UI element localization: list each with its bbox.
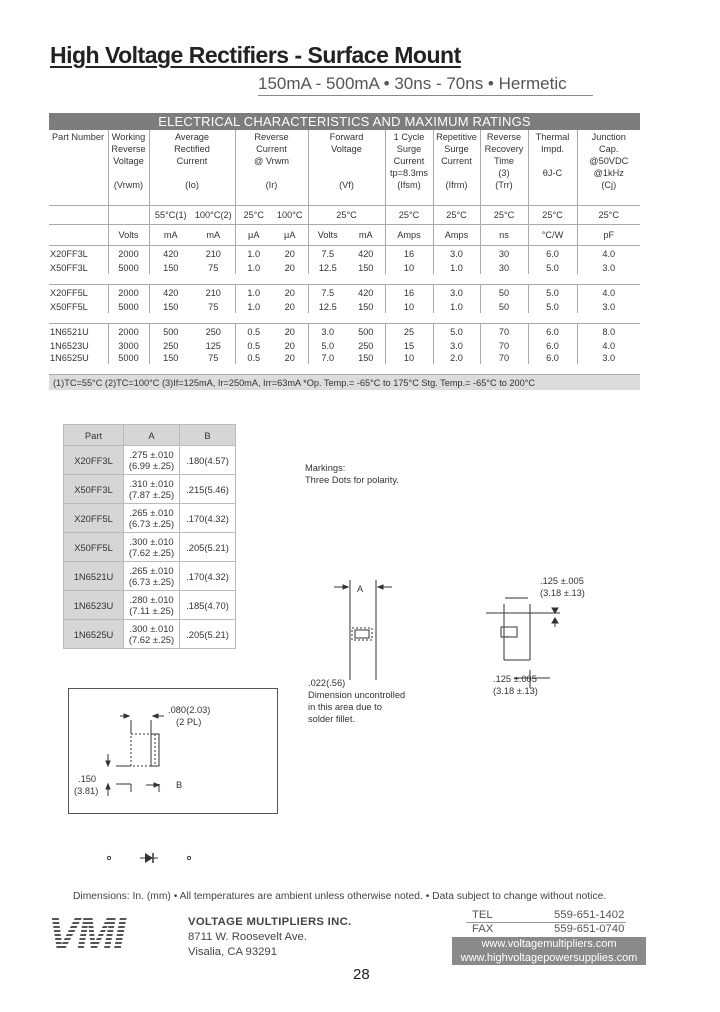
polarity-dot: · xyxy=(506,633,509,640)
header-trr: Reverse Recovery Time (3) (Trr) xyxy=(480,130,528,206)
value-cell: 3.0 xyxy=(577,262,640,274)
unit-cell: mA xyxy=(192,225,235,246)
value-cell: 420 xyxy=(149,246,192,263)
unit-cell: mA xyxy=(149,225,192,246)
header-thermal: Thermal Impd. θJ-C xyxy=(528,130,577,206)
value-cell: 2000 xyxy=(108,285,149,302)
vmi-logo xyxy=(46,910,178,954)
tel-number: 559-651-1402 xyxy=(554,909,625,921)
value-cell: 50 xyxy=(480,301,528,313)
condition-cell: 25°C xyxy=(528,206,577,225)
dim-125-bottom-mm: (3.18 ±.13) xyxy=(493,686,538,696)
table-header-row xyxy=(49,130,640,206)
dim-part-cell: X50FF5L xyxy=(64,533,124,562)
table-row xyxy=(49,285,640,302)
unit-cell: μA xyxy=(272,225,308,246)
dim-a-cell: .300 ±.010 (7.62 ±.25) xyxy=(124,620,180,649)
pad-150-mm: (3.81) xyxy=(74,786,99,796)
value-cell: 420 xyxy=(347,246,385,263)
value-cell: 3.0 xyxy=(433,285,480,302)
dim-a-cell: .265 ±.010 (6.73 ±.25) xyxy=(124,562,180,591)
value-cell: 1.0 xyxy=(235,301,272,313)
value-cell: 1.0 xyxy=(433,301,480,313)
condition-cell: 25°C xyxy=(385,206,433,225)
side-view xyxy=(334,580,392,680)
value-cell: 150 xyxy=(358,263,374,273)
dim-header-a: A xyxy=(124,425,180,446)
value-cell: 5.0 xyxy=(308,340,347,352)
value-cell: 7.5 xyxy=(308,285,347,302)
table-row xyxy=(49,246,640,263)
value-cell: 75 xyxy=(208,263,219,273)
footer-note: Dimensions: In. (mm) • All temperatures are ambient unless otherwise noted. • Data subject to change without notice. xyxy=(73,891,607,902)
dim-header-b: B xyxy=(180,425,236,446)
dim-b-cell: .205(5.21) xyxy=(180,620,236,649)
subtitle-rule xyxy=(258,95,593,96)
value-cell: 250 xyxy=(192,324,235,341)
value-cell: 10 xyxy=(385,262,433,274)
value-cell: 75 xyxy=(208,353,219,363)
dim-a-cell: .310 ±.010 (7.87 ±.25) xyxy=(124,475,180,504)
pad-150: .150 xyxy=(78,774,97,784)
dimension-row xyxy=(64,591,236,620)
unit-cell: Amps xyxy=(433,225,480,246)
value-cell: 3.0 xyxy=(433,246,480,263)
value-cell: 10 xyxy=(385,352,433,364)
unit-cell: Volts xyxy=(108,225,149,246)
table-row xyxy=(49,352,640,364)
dim-part-cell: X20FF3L xyxy=(64,446,124,475)
unit-cell: μA xyxy=(235,225,272,246)
value-cell: 3.0 xyxy=(577,352,640,364)
value-cell: 5.0 xyxy=(528,285,577,302)
label-a: A xyxy=(357,584,364,594)
table-footnote: (1)TC=55°C (2)TC=100°C (3)If=125mA, Ir=250mA, Irr=63mA *Op. Temp.= -65°C to 175°C Stg. Temp.= -65°C to 200°C xyxy=(49,375,640,391)
value-cell: 4.0 xyxy=(577,246,640,263)
dimension-table xyxy=(63,424,236,649)
value-cell: 20 xyxy=(284,302,295,312)
address-line-2: Visalia, CA 93291 xyxy=(188,946,277,958)
unit-cell: Amps xyxy=(385,225,433,246)
value-cell: 0.5 xyxy=(235,324,272,341)
dim-022: .022(.56) xyxy=(308,678,346,688)
address-line-1: 8711 W. Roosevelt Ave. xyxy=(188,931,307,943)
unit-cell: ns xyxy=(480,225,528,246)
value-cell: 2000 xyxy=(108,246,149,263)
dim-125-top: .125 ±.005 xyxy=(540,576,584,586)
dim-part-cell: 1N6523U xyxy=(64,591,124,620)
unit-cell: mA xyxy=(347,225,385,246)
value-cell: 7.0 xyxy=(308,352,347,364)
part-number-cell: 1N6525U xyxy=(50,353,89,363)
value-cell: 20 xyxy=(284,341,295,351)
tel-label: TEL xyxy=(472,909,493,921)
value-cell: 1.0 xyxy=(433,262,480,274)
solder-note-2: in this area due to xyxy=(308,702,382,712)
condition-cell: 25°C xyxy=(308,206,385,225)
dimension-row xyxy=(64,562,236,591)
value-cell: 5.0 xyxy=(528,262,577,274)
value-cell: 16 xyxy=(385,285,433,302)
unit-cell: °C/W xyxy=(528,225,577,246)
value-cell: 75 xyxy=(208,302,219,312)
dim-b-cell: .185(4.70) xyxy=(180,591,236,620)
value-cell: 5.0 xyxy=(433,324,480,341)
value-cell: 1.0 xyxy=(235,246,272,263)
value-cell: 420 xyxy=(149,285,192,302)
header-cj: Junction Cap. @50VDC @1kHz (Cj) xyxy=(577,130,640,206)
value-cell: 7.5 xyxy=(308,246,347,263)
fax-label: FAX xyxy=(472,923,494,935)
header-vrwm: Working Reverse Voltage (Vrwm) xyxy=(108,130,149,206)
value-cell: 16 xyxy=(385,246,433,263)
value-cell: 0.5 xyxy=(235,352,272,364)
pad-b-label: B xyxy=(176,780,183,790)
page-subtitle: 150mA - 500mA • 30ns - 70ns • Hermetic xyxy=(258,74,567,93)
header-vf: Forward Voltage (Vf) xyxy=(308,130,385,206)
units-row xyxy=(49,225,640,246)
condition-cell: 25°C xyxy=(577,206,640,225)
header-part-number: Part Number xyxy=(52,132,105,142)
header-ifrm: Repetitive Surge Current (Ifrm) xyxy=(433,130,480,206)
unit-cell: Volts xyxy=(308,225,347,246)
dim-header-part: Part xyxy=(64,425,124,446)
value-cell: 20 xyxy=(272,324,308,341)
value-cell: 5000 xyxy=(108,301,149,313)
unit-cell: pF xyxy=(577,225,640,246)
header-io: Average Rectified Current (Io) xyxy=(149,130,235,206)
dim-part-cell: 1N6521U xyxy=(64,562,124,591)
markings-text: Three Dots for polarity. xyxy=(305,475,399,485)
dim-a-cell: .300 ±.010 (7.62 ±.25) xyxy=(124,533,180,562)
dimension-row xyxy=(64,620,236,649)
dim-part-cell: 1N6525U xyxy=(64,620,124,649)
value-cell: 30 xyxy=(480,246,528,263)
value-cell: 150 xyxy=(149,301,192,313)
pad-dim-2pl: (2 PL) xyxy=(176,717,202,727)
dim-125-bottom: .125 ±.005 xyxy=(493,674,537,684)
value-cell: 4.0 xyxy=(577,340,640,352)
dimension-row xyxy=(64,504,236,533)
dimension-header-row xyxy=(64,425,236,446)
value-cell: 6.0 xyxy=(528,246,577,263)
dimension-row xyxy=(64,475,236,504)
solder-note-1: Dimension uncontrolled xyxy=(308,690,406,700)
value-cell: 210 xyxy=(192,246,235,263)
value-cell: 1.0 xyxy=(235,262,272,274)
condition-cell: 25°C xyxy=(433,206,480,225)
value-cell: 500 xyxy=(149,324,192,341)
condition-cell: 55°C(1) xyxy=(149,206,192,225)
value-cell: 150 xyxy=(149,262,192,274)
dim-a-cell: .275 ±.010 (6.99 ±.25) xyxy=(124,446,180,475)
dim-part-cell: X20FF5L xyxy=(64,504,124,533)
conditions-row xyxy=(49,206,640,225)
value-cell: 1.0 xyxy=(235,285,272,302)
value-cell: 70 xyxy=(480,324,528,341)
value-cell: 2.0 xyxy=(433,352,480,364)
logo-text: VMI xyxy=(48,910,124,954)
value-cell: 20 xyxy=(272,246,308,263)
value-cell: 0.5 xyxy=(235,340,272,352)
value-cell: 8.0 xyxy=(577,324,640,341)
fax-number: 559-651-0740 xyxy=(554,923,625,935)
part-number-cell: X50FF5L xyxy=(50,302,88,312)
value-cell: 150 xyxy=(149,352,192,364)
value-cell: 150 xyxy=(358,353,374,363)
electrical-characteristics-table xyxy=(49,113,640,390)
part-number-cell: 1N6523U xyxy=(50,341,89,351)
value-cell: 70 xyxy=(480,352,528,364)
value-cell: 6.0 xyxy=(528,352,577,364)
part-number-cell: X50FF3L xyxy=(50,263,88,273)
value-cell: 250 xyxy=(358,341,374,351)
value-cell: 6.0 xyxy=(528,340,577,352)
dim-b-cell: .170(4.32) xyxy=(180,504,236,533)
value-cell: 2000 xyxy=(108,324,149,341)
value-cell: 30 xyxy=(480,262,528,274)
dimension-row xyxy=(64,533,236,562)
page-title: High Voltage Rectifiers - Surface Mount xyxy=(50,42,461,68)
value-cell: 3.0 xyxy=(308,324,347,341)
dim-b-cell: .170(4.32) xyxy=(180,562,236,591)
polarity-symbol xyxy=(100,850,200,866)
website-link-2[interactable]: www.highvoltagepowersupplies.com xyxy=(452,951,646,965)
pad-dim: .080(2.03) xyxy=(168,705,211,715)
table-row xyxy=(49,324,640,341)
header-ifsm: 1 Cycle Surge Current tp=8.3ms (Ifsm) xyxy=(385,130,433,206)
dim-a-cell: .265 ±.010 (6.73 ±.25) xyxy=(124,504,180,533)
part-number-cell: X20FF5L xyxy=(49,285,108,302)
dot-marking: · xyxy=(360,635,363,642)
value-cell: 150 xyxy=(358,302,374,312)
dim-b-cell: .180(4.57) xyxy=(180,446,236,475)
solder-note-3: solder fillet. xyxy=(308,714,356,724)
value-cell: 20 xyxy=(284,263,295,273)
value-cell: 20 xyxy=(272,285,308,302)
value-cell: 5000 xyxy=(108,262,149,274)
value-cell: 250 xyxy=(149,340,192,352)
part-number-cell: 1N6521U xyxy=(49,324,108,341)
value-cell: 500 xyxy=(347,324,385,341)
value-cell: 15 xyxy=(385,340,433,352)
condition-cell: 100°C(2) xyxy=(192,206,235,225)
condition-cell: 25°C xyxy=(235,206,272,225)
value-cell: 6.0 xyxy=(528,324,577,341)
table-row xyxy=(49,262,640,274)
value-cell: 10 xyxy=(385,301,433,313)
value-cell: 420 xyxy=(347,285,385,302)
value-cell: 5000 xyxy=(108,352,149,364)
dimension-row xyxy=(64,446,236,475)
value-cell: 50 xyxy=(480,285,528,302)
page-number: 28 xyxy=(353,966,370,983)
dim-a-cell: .280 ±.010 (7.11 ±.25) xyxy=(124,591,180,620)
value-cell: 12.5 xyxy=(308,262,347,274)
table-row xyxy=(49,301,640,313)
dim-b-cell: .215(5.46) xyxy=(180,475,236,504)
website-link-1[interactable]: www.voltagemultipliers.com xyxy=(452,937,646,951)
value-cell: 5.0 xyxy=(528,301,577,313)
value-cell: 3.0 xyxy=(433,340,480,352)
value-cell: 3.0 xyxy=(577,301,640,313)
header-ir: Reverse Current @ Vrwm (Ir) xyxy=(235,130,308,206)
value-cell: 4.0 xyxy=(577,285,640,302)
condition-cell: 25°C xyxy=(480,206,528,225)
markings-title: Markings: xyxy=(305,463,346,473)
value-cell: 210 xyxy=(192,285,235,302)
value-cell: 12.5 xyxy=(308,301,347,313)
value-cell: 125 xyxy=(205,341,221,351)
dim-part-cell: X50FF3L xyxy=(64,475,124,504)
table-row xyxy=(49,340,640,352)
table-banner: ELECTRICAL CHARACTERISTICS AND MAXIMUM RATINGS xyxy=(49,113,640,130)
value-cell: 70 xyxy=(480,340,528,352)
value-cell: 20 xyxy=(284,353,295,363)
condition-cell: 100°C xyxy=(272,206,308,225)
dim-b-cell: .205(5.21) xyxy=(180,533,236,562)
value-cell: 3000 xyxy=(108,340,149,352)
part-number-cell: X20FF3L xyxy=(49,246,108,263)
dim-125-top-mm: (3.18 ±.13) xyxy=(540,588,585,598)
value-cell: 25 xyxy=(385,324,433,341)
company-name: VOLTAGE MULTIPLIERS INC. xyxy=(188,916,352,928)
